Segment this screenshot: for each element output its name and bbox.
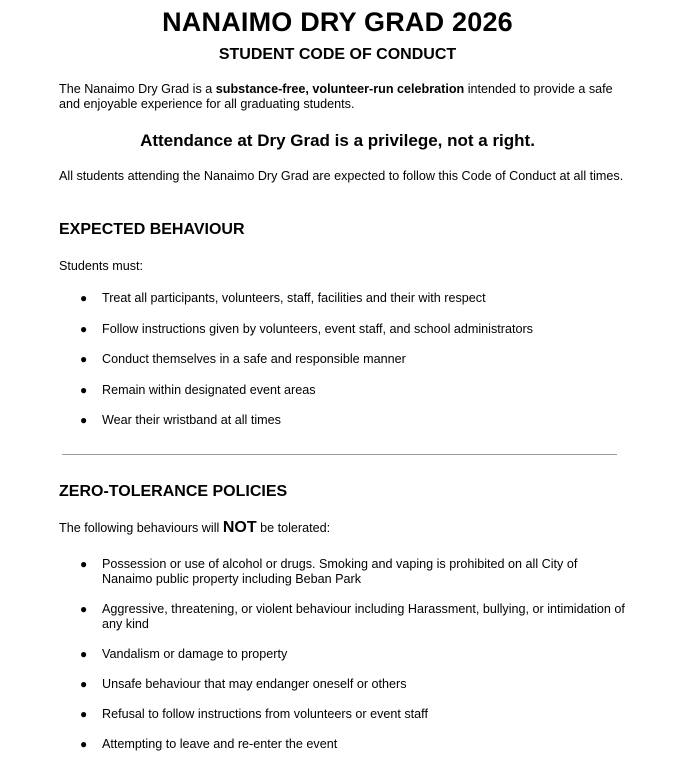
expected-behaviour-lead: Students must: — [59, 259, 143, 273]
list-item — [80, 413, 625, 428]
bullet-icon: ● — [80, 707, 88, 721]
bullet-icon: ● — [80, 737, 88, 751]
list-item — [80, 647, 625, 662]
conduct-statement: All students attending the Nanaimo Dry Grad are expected to follow this Code of Conduct at all times. — [59, 169, 624, 183]
list-item — [80, 602, 625, 632]
list-item-text: Refusal to follow instructions from volunteers or event staff — [102, 707, 428, 721]
zero-tolerance-lead-after: be tolerated: — [256, 521, 331, 535]
bullet-icon: ● — [80, 352, 88, 366]
list-item — [80, 291, 625, 306]
intro-text-bold: substance-free, volunteer-run celebration — [215, 82, 465, 96]
zero-tolerance-lead — [59, 520, 330, 536]
expected-behaviour-list — [80, 291, 625, 444]
zero-tolerance-heading: ZERO-TOLERANCE POLICIES — [59, 483, 288, 500]
list-item — [80, 352, 625, 367]
list-item-text: Treat all participants, volunteers, staff, facilities and their with respect — [102, 291, 486, 305]
bullet-icon: ● — [80, 382, 88, 397]
section-divider — [62, 454, 617, 455]
intro-text-after: intended to provide a safe and enjoyable experience for all graduating students. — [59, 82, 613, 111]
bullet-icon: ● — [80, 291, 88, 305]
document-title: NANAIMO DRY GRAD 2026 — [162, 7, 513, 37]
list-item — [80, 707, 625, 722]
zero-tolerance-list — [80, 557, 625, 767]
expected-behaviour-heading: EXPECTED BEHAVIOUR — [59, 221, 245, 238]
intro-text-before: The Nanaimo Dry Grad is a — [59, 82, 216, 96]
zero-tolerance-lead-before: The following behaviours will — [59, 521, 223, 535]
bullet-icon: ● — [80, 321, 88, 336]
list-item-text: Possession or use of alcohol or drugs. Smoking and vaping is prohibited on all City of Nanaimo public property including Beban Park — [102, 557, 578, 586]
list-item-text: Aggressive, threatening, or violent behaviour including Harassment, bullying, or intimidation of any kind — [102, 602, 625, 631]
bullet-icon: ● — [80, 413, 88, 427]
bullet-icon: ● — [80, 647, 88, 661]
list-item — [80, 322, 625, 337]
list-item — [80, 737, 625, 752]
list-item — [80, 557, 625, 587]
list-item-text: Remain within designated event areas — [102, 382, 316, 397]
list-item — [80, 383, 625, 398]
bullet-icon: ● — [80, 602, 88, 616]
list-item — [80, 677, 625, 692]
document-subtitle: STUDENT CODE OF CONDUCT — [218, 46, 457, 63]
bullet-icon: ● — [80, 677, 88, 691]
zero-tolerance-emphasis: NOT — [222, 519, 257, 536]
list-item-text: Attempting to leave and re-enter the event — [102, 737, 338, 751]
list-item-text: Wear their wristband at all times — [102, 413, 281, 427]
privilege-statement: Attendance at Dry Grad is a privilege, not a right. — [140, 131, 535, 150]
bullet-icon: ● — [80, 557, 88, 571]
list-item-text: Unsafe behaviour that may endanger oneself or others — [102, 677, 407, 691]
list-item-text: Conduct themselves in a safe and responsible manner — [102, 352, 406, 366]
intro-paragraph — [59, 82, 624, 112]
list-item-text: Follow instructions given by volunteers, event staff, and school administrators — [102, 321, 533, 336]
list-item-text: Vandalism or damage to property — [102, 647, 288, 661]
